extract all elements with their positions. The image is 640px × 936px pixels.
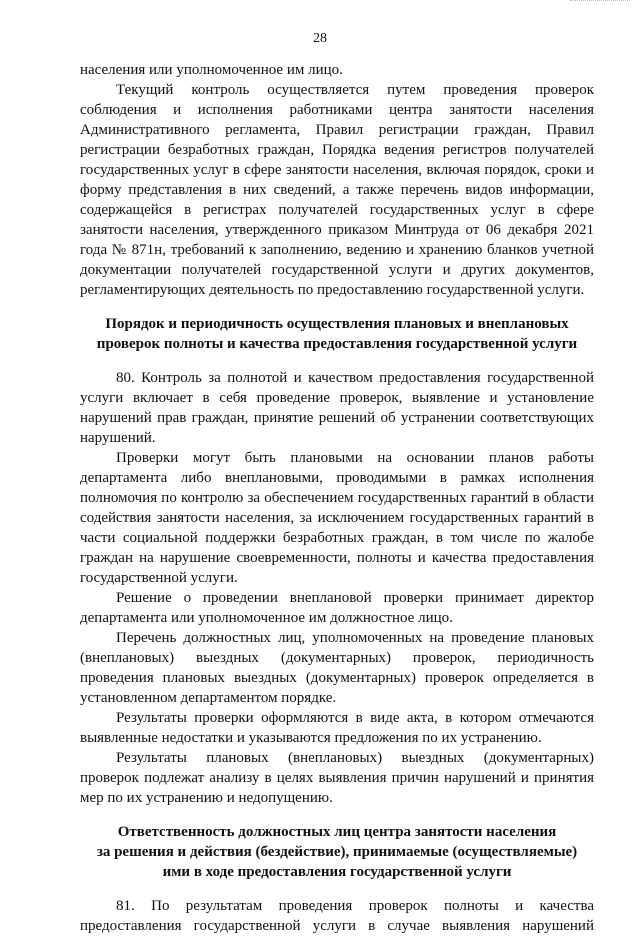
text-line: занятости населения, утвержденного приказом Минтруда от 06 декабря 2021 (80, 222, 594, 238)
document-body (80, 60, 594, 936)
heading-line: Порядок и периодичность осуществления плановых и внеплановых (105, 316, 569, 332)
heading-line: проверок полноты и качества предоставления государственной услуги (96, 336, 578, 352)
heading-line: Ответственность должностных лиц центра занятости населения (117, 824, 557, 840)
text-line: форму представления в них сведений, а также перечень видов информации, (80, 182, 594, 198)
paragraph-block-current-control (80, 60, 594, 300)
text-line: года № 871н, требований к заполнению, ведению и хранению бланков учетной (80, 242, 594, 258)
text-line: части социальной поддержки безработных граждан, в том числе по жалобе (80, 530, 594, 546)
text-line: услуги включает в себя проведение проверок, выявление и установление (80, 390, 594, 406)
text-line: государственных услуг в сфере занятости населения, включая порядок, сроки и (80, 162, 594, 178)
text-line: государственной услуги. (80, 570, 238, 586)
text-line: установленном департаментом порядке. (80, 690, 337, 706)
paragraph-block-81 (80, 896, 594, 936)
text-line: полномочия по контролю за обеспечением государственных гарантий в области (80, 490, 594, 506)
text-line: (внеплановых) выездных (документарных) проверок, периодичность (80, 650, 594, 666)
scan-edge-mark (570, 0, 630, 4)
text-line: департамента или уполномоченное им должностное лицо. (80, 610, 453, 626)
text-line: населения или уполномоченное им лицо. (80, 62, 343, 78)
text-line: Административного регламента, Правил регистрации граждан, Правил (80, 122, 594, 138)
text-line: Текущий контроль осуществляется путем проведения проверок (116, 82, 594, 98)
text-line: нарушений. (80, 430, 156, 446)
section-heading-inspection-procedure (80, 314, 594, 354)
text-line: граждан на нарушение своевременности, полноты и качества предоставления (80, 550, 594, 566)
text-line: содержащейся в регистрах получателей государственных услуг в сфере (80, 202, 594, 218)
text-line: департамента либо внеплановыми, проводимыми в рамках исполнения (80, 470, 594, 486)
text-line: проведения плановых выездных (документарных) проверок определяется в (80, 670, 594, 686)
text-line: Результаты проверки оформляются в виде акта, в котором отмечаются (116, 710, 594, 726)
text-line: 81. По результатам проведения проверок полноты и качества (116, 898, 594, 914)
text-line: регистрации безработных граждан, Порядка ведения регистров получателей (80, 142, 594, 158)
text-line: нарушений прав граждан, принятие решений об устранении соответствующих (80, 410, 594, 426)
text-line: регламентирующих деятельность по предоставлению государственной услуги. (80, 282, 585, 298)
text-line: 80. Контроль за полнотой и качеством предоставления государственной (116, 370, 594, 386)
paragraph-block-80 (80, 368, 594, 808)
text-line: предоставления государственной услуги в случае выявления нарушений (80, 918, 594, 934)
heading-line: ими в ходе предоставления государственной услуги (162, 864, 512, 880)
text-line: Проверки могут быть плановыми на основании планов работы (116, 450, 594, 466)
page-number: 28 (313, 31, 327, 46)
text-line: содействия занятости населения, за исключением государственных гарантий в (80, 510, 594, 526)
text-line: выявленные недостатки и указываются предложения по их устранению. (80, 730, 542, 746)
text-line: Результаты плановых (внеплановых) выездных (документарных) (116, 750, 594, 766)
text-line: проверок подлежат анализу в целях выявления причин нарушений и принятия (80, 770, 594, 786)
heading-line: за решения и действия (бездействие), принимаемые (осуществляемые) (96, 844, 578, 860)
text-line: мер по их устранению и недопущению. (80, 790, 333, 806)
text-line: Перечень должностных лиц, уполномоченных на проведение плановых (116, 630, 594, 646)
text-line: соблюдения и исполнения работниками центра занятости населения (80, 102, 594, 118)
text-line: документации получателей государственной услуги и других документов, (80, 262, 594, 278)
text-line: Решение о проведении внеплановой проверки принимает директор (116, 590, 594, 606)
section-heading-responsibility (80, 822, 594, 882)
